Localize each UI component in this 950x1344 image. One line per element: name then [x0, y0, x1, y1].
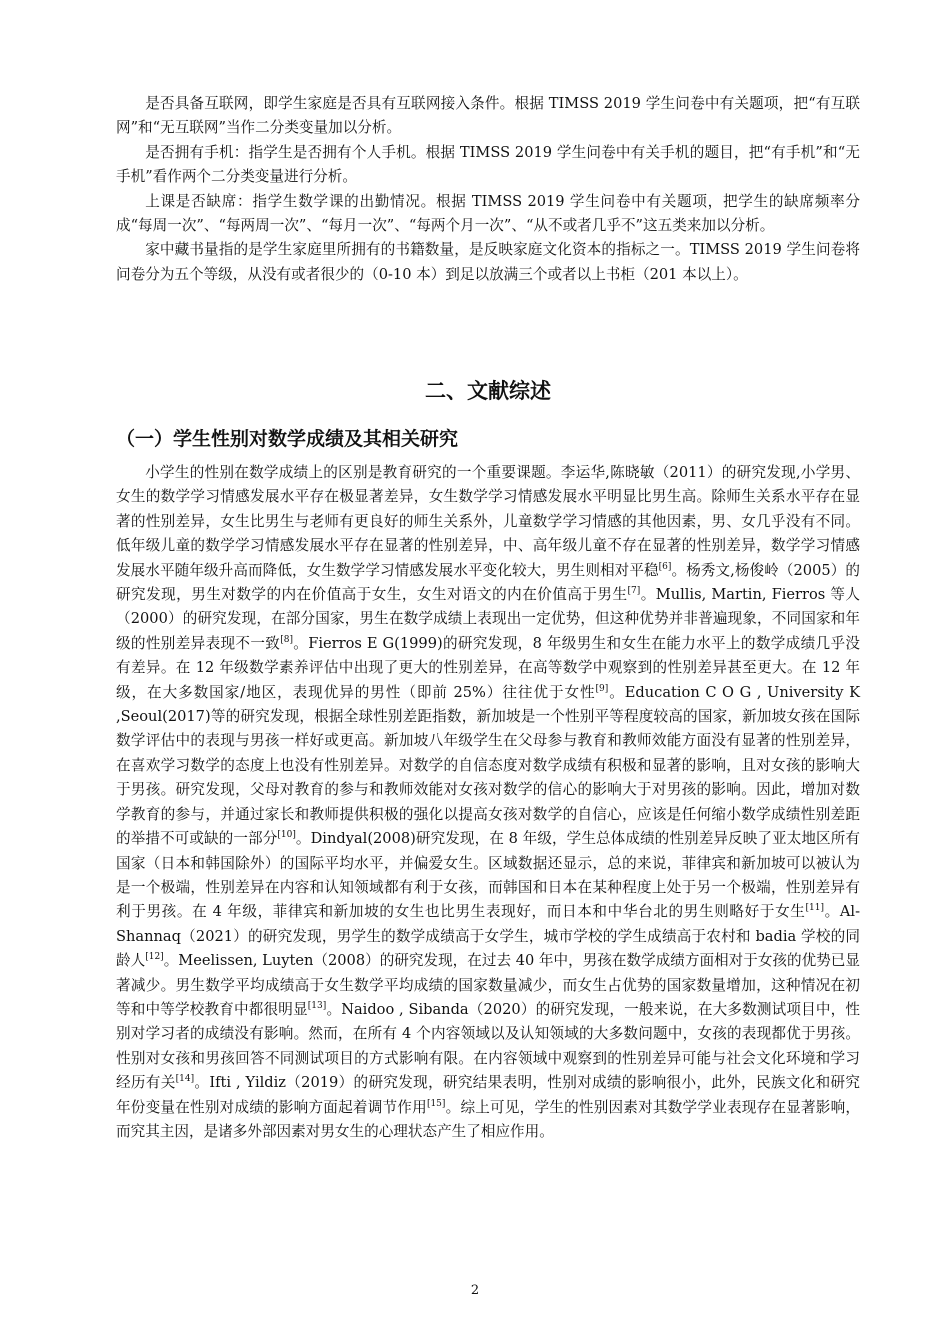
review-segment: 。Al-Shannaq（2021）的研究发现，男学生的数学成绩高于女学生，城市学校的学生成绩高于农村和 badia 学校的同龄人 [116, 903, 861, 970]
review-segment: 小学生的性别在数学成绩上的区别是教育研究的一个重要课题。李运华,陈晓敏（2011）的研究发现,小学男、女生的数学学习情感发展水平存在极显著差异，女生数学学习情感发展水平明显比男生高。除师生关系水平存在显著的性别差异，女生比男生与老师有更良好的师生关系外，儿童数学学习情感的其他因素，男、女几乎没有不同。低年级儿童的数学学习情感发展水平存在显著的性别差异，中、高年级儿童不存在显著的性别差异，数学学习情感发展水平随年级升高而降低，女生数学学习情感发展水平变化较大，男生则相对平稳 [116, 464, 860, 579]
citation-13: [13] [307, 1001, 327, 1012]
review-segment: 。Meelissen, Luyten（2008）的研究发现，在过去 40 年中，男孩在数学成绩方面相对于女孩的优势已显著减少。男生数学平均成绩高于女生数学平均成绩的国家数量减少，而女生占优势的国家数量增加，这种情况在初等和中等学校教育中都很明显 [116, 952, 860, 1018]
citation-8: [8] [280, 634, 293, 645]
citation-7: [7] [627, 586, 641, 597]
review-segment: 。综上可见，学生的性别因素对其数学学业表现存在显著影响，而究其主因，是诸多外部因素对男女生的心理状态产生了相应作用。 [116, 1098, 860, 1140]
intro-text-block [116, 92, 860, 287]
review-segment: 。杨秀文,杨俊岭（2005）的研究发现，男生对数学的内在价值高于女生，女生对语文的内在价值高于男生 [116, 561, 860, 604]
citation-15: [15] [426, 1098, 446, 1109]
paragraph-absence: 上课是否缺席：指学生数学课的出勤情况。根据 TIMSS 2019 学生问卷中有关题项，把学生的缺席频率分成“每周一次”、“每两周一次”、“每月一次”、“每两个月一次”、“从不或者几乎不”这五类来加以分析。 [116, 192, 860, 235]
review-segment: 。Dindyal(2008)研究发现，在 8 年级，学生总体成绩的性别差异反映了亚太地区所有国家（日本和韩国除外）的国际平均水平，并偏爱女生。区域数据还显示，总的来说，菲律宾和新加坡可以被认为是一个极端，性别差异在内容和认知领域都有利于女孩，而韩国和日本在某种程度上处于另一个极端，性别差异有利于男孩。在 4 年级，菲律宾和新加坡的女生也比男生表现好，而日本和中华台北的男生则略好于女生 [116, 830, 860, 921]
citation-11: [11] [805, 903, 825, 914]
paragraph-internet: 是否具备互联网，即学生家庭是否具有互联网接入条件。根据 TIMSS 2019 学生问卷中有关题项，把“有互联网”和“无互联网”当作二分类变量加以分析。 [116, 95, 860, 137]
page-number: 2 [470, 1283, 480, 1298]
citation-9: [9] [595, 683, 609, 694]
citation-6: [6] [658, 561, 672, 572]
citation-12: [12] [145, 952, 164, 963]
review-segment: 。Education C O G , University K ,Seoul(2017)等的研究发现，根据全球性别差距指数，新加坡是一个性别平等程度较高的国家，新加坡女孩在国际数学评估中的表现与男孩一样好或更高。新加坡八年级学生在父母参与教育和教师效能方面没有显著的性别差异，在喜欢学习数学的态度上也没有性别差异。对数学的自信态度对数学成绩有积极和显著的影响，且对女孩的影响大于男孩。研究发现，父母对教育的参与和教师效能对女孩对数学的信心的影响大于对男孩的影响。因此，增加对数学教育的参与，并通过家长和教师提供积极的强化以提高女孩对数学的自信心，应该是任何缩小数学成绩性别差距的举措不可或缺的一部分 [116, 683, 860, 848]
literature-review-block [116, 461, 860, 1144]
subsection-title: （一）学生性别对数学成绩及其相关研究 [116, 428, 459, 450]
paragraph-gender-review [116, 461, 860, 1144]
section-title: 二、文献综述 [425, 379, 551, 403]
review-segment: 。Fierros E G(1999)的研究发现，8 年级男生和女生在能力水平上的数学成绩几乎没有差异。在 12 年级数学素养评估中出现了更大的性别差异，在高等数学中观察到的性别差异甚至更大。在 12 年级，在大多数国家/地区，表现优异的男性（即前 25%）往往优于女性 [116, 634, 860, 701]
review-segment: 。Naidoo , Sibanda（2020）的研究发现，一般来说，在大多数测试项目中，性别对学习者的成绩没有影响。然而，在所有 4 个内容领域以及认知领域的大多数问题中，女孩的表现都优于男孩。性别对女孩和男孩回答不同测试项目的方式影响有限。在内容领域中观察到的性别差异可能与社会文化环境和学习经历有关 [116, 1000, 860, 1092]
paragraph-phone: 是否拥有手机：指学生是否拥有个人手机。根据 TIMSS 2019 学生问卷中有关手机的题目，把“有手机”和“无手机”看作两个二分类变量进行分析。 [116, 143, 860, 186]
citation-10: [10] [277, 830, 296, 841]
review-segment: 。Mullis, Martin, Fierros 等人（2000）的研究发现，在部分国家，男生在数学成绩上表现出一定优势，但这种优势并非普遍现象，不同国家和年级的性别差异表现不一致 [116, 586, 860, 652]
citation-14: [14] [175, 1074, 195, 1085]
paragraph-books: 家中藏书量指的是学生家庭里所拥有的书籍数量，是反映家庭文化资本的指标之一。TIMSS 2019 学生问卷将问卷分为五个等级，从没有或者很少的（0-10 本）到足以放满三个或者以上书柜（201 本以上）。 [116, 241, 860, 283]
review-segment: 。Ifti , Yildiz（2019）的研究发现，研究结果表明，性别对成绩的影响很小，此外，民族文化和研究年份变量在性别对成绩的影响方面起着调节作用 [116, 1074, 860, 1116]
